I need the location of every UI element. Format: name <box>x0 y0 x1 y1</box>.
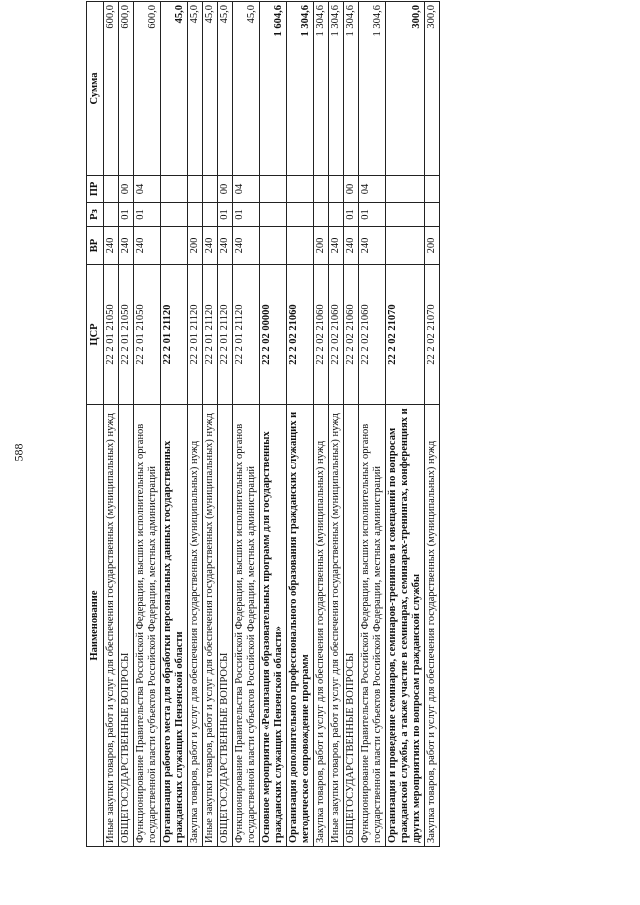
cell-vr: 240 <box>134 227 161 265</box>
table-row <box>188 2 203 847</box>
cell-name: ОБЩЕГОСУДАРСТВЕННЫЕ ВОПРОСЫ <box>218 405 233 847</box>
header-rz: Рз <box>87 203 104 227</box>
cell-rz <box>188 203 203 227</box>
cell-csr: 22 2 01 21120 <box>161 265 188 405</box>
table-header-row <box>87 2 104 847</box>
cell-rz <box>425 203 440 227</box>
cell-rz <box>161 203 188 227</box>
cell-sum: 1 304,6 <box>314 2 329 176</box>
cell-rz: 01 <box>344 203 359 227</box>
cell-pr: 04 <box>359 176 386 203</box>
cell-rz <box>314 203 329 227</box>
header-pr: ПР <box>87 176 104 203</box>
cell-sum: 300,0 <box>425 2 440 176</box>
cell-pr: 00 <box>218 176 233 203</box>
cell-sum: 600,0 <box>134 2 161 176</box>
cell-sum: 600,0 <box>119 2 134 176</box>
cell-name: Организация и проведение семинаров, семинаров-тренингов и совещаний по вопросам гражданской службы, а также участие в семинарах, семинарах-тренингах, конференциях и других мероприятиях по вопросам гражданской службы <box>386 405 425 847</box>
cell-csr: 22 2 02 21060 <box>287 265 314 405</box>
table-row <box>119 2 134 847</box>
table-row <box>260 2 287 847</box>
cell-sum: 1 304,6 <box>359 2 386 176</box>
cell-csr: 22 2 01 21050 <box>134 265 161 405</box>
cell-rz <box>386 203 425 227</box>
cell-csr: 22 2 02 00000 <box>260 265 287 405</box>
table-row <box>218 2 233 847</box>
table-row <box>359 2 386 847</box>
cell-csr: 22 2 02 21070 <box>425 265 440 405</box>
cell-name: Иные закупки товаров, работ и услуг для обеспечения государственных (муниципальных) нужд <box>104 405 119 847</box>
cell-vr <box>386 227 425 265</box>
cell-name: Функционирование Правительства Российской Федерации, высших исполнительных органов государственной власти субъектов Российской Федерации, местных администраций <box>134 405 161 847</box>
cell-name: Основное мероприятие «Реализация образовательных программ для государственных гражданских служащих Пензенской области» <box>260 405 287 847</box>
cell-vr: 240 <box>104 227 119 265</box>
table-row <box>314 2 329 847</box>
table-row <box>134 2 161 847</box>
cell-name: Закупка товаров, работ и услуг для обеспечения государственных (муниципальных) нужд <box>314 405 329 847</box>
cell-sum: 1 304,6 <box>287 2 314 176</box>
cell-pr <box>329 176 344 203</box>
cell-csr: 22 2 02 21060 <box>344 265 359 405</box>
cell-name: Закупка товаров, работ и услуг для обеспечения государственных (муниципальных) нужд <box>425 405 440 847</box>
page-number <box>7 0 31 905</box>
cell-vr: 240 <box>359 227 386 265</box>
cell-sum: 600,0 <box>104 2 119 176</box>
cell-rz: 01 <box>359 203 386 227</box>
cell-csr: 22 2 02 21060 <box>314 265 329 405</box>
cell-vr: 200 <box>188 227 203 265</box>
table-row <box>161 2 188 847</box>
cell-csr: 22 2 01 21050 <box>104 265 119 405</box>
table-row <box>287 2 314 847</box>
cell-rz: 01 <box>218 203 233 227</box>
cell-vr: 240 <box>344 227 359 265</box>
cell-vr: 240 <box>233 227 260 265</box>
cell-name: Организация дополнительного профессионального образования гражданских служащих и методическое сопровождение программ <box>287 405 314 847</box>
cell-rz <box>260 203 287 227</box>
cell-sum: 1 604,6 <box>260 2 287 176</box>
cell-sum: 45,0 <box>233 2 260 176</box>
cell-rz: 01 <box>233 203 260 227</box>
cell-csr: 22 2 01 21120 <box>233 265 260 405</box>
table-row <box>203 2 218 847</box>
cell-name: Иные закупки товаров, работ и услуг для обеспечения государственных (муниципальных) нужд <box>203 405 218 847</box>
table-row <box>104 2 119 847</box>
cell-vr: 240 <box>329 227 344 265</box>
cell-sum: 1 304,6 <box>344 2 359 176</box>
table-row <box>329 2 344 847</box>
table-body <box>104 2 440 847</box>
cell-pr <box>287 176 314 203</box>
cell-vr <box>287 227 314 265</box>
cell-pr <box>425 176 440 203</box>
cell-pr <box>203 176 218 203</box>
cell-pr <box>314 176 329 203</box>
cell-pr <box>260 176 287 203</box>
cell-pr <box>104 176 119 203</box>
cell-vr: 240 <box>218 227 233 265</box>
rotated-page-content <box>86 2 544 847</box>
cell-sum: 45,0 <box>218 2 233 176</box>
cell-name: Функционирование Правительства Российской Федерации, высших исполнительных органов государственной власти субъектов Российской Федерации, местных администраций <box>359 405 386 847</box>
cell-name: Закупка товаров, работ и услуг для обеспечения государственных (муниципальных) нужд <box>188 405 203 847</box>
cell-sum: 300,0 <box>386 2 425 176</box>
cell-sum: 45,0 <box>161 2 188 176</box>
cell-vr: 240 <box>203 227 218 265</box>
cell-csr: 22 2 02 21070 <box>386 265 425 405</box>
header-sum: Сумма <box>87 2 104 176</box>
header-name: Наименование <box>87 405 104 847</box>
cell-name: Иные закупки товаров, работ и услуг для обеспечения государственных (муниципальных) нужд <box>329 405 344 847</box>
table-row <box>425 2 440 847</box>
cell-name: Организация рабочего места для обработки персональных данных государственных гражданских служащих Пензенской области <box>161 405 188 847</box>
cell-name: Функционирование Правительства Российской Федерации, высших исполнительных органов государственной власти субъектов Российской Федерации, местных администраций <box>233 405 260 847</box>
cell-pr <box>188 176 203 203</box>
table-row <box>344 2 359 847</box>
cell-csr: 22 2 01 21120 <box>188 265 203 405</box>
budget-table <box>86 1 440 847</box>
cell-name: ОБЩЕГОСУДАРСТВЕННЫЕ ВОПРОСЫ <box>119 405 134 847</box>
cell-pr <box>161 176 188 203</box>
cell-vr: 200 <box>425 227 440 265</box>
cell-vr: 240 <box>119 227 134 265</box>
cell-rz: 01 <box>119 203 134 227</box>
table-row <box>233 2 260 847</box>
header-csr: ЦСР <box>87 265 104 405</box>
cell-pr: 00 <box>119 176 134 203</box>
cell-name: ОБЩЕГОСУДАРСТВЕННЫЕ ВОПРОСЫ <box>344 405 359 847</box>
cell-rz <box>203 203 218 227</box>
cell-vr: 200 <box>314 227 329 265</box>
cell-sum: 1 304,6 <box>329 2 344 176</box>
cell-csr: 22 2 02 21060 <box>329 265 344 405</box>
cell-rz <box>104 203 119 227</box>
cell-sum: 45,0 <box>203 2 218 176</box>
header-vr: ВР <box>87 227 104 265</box>
cell-csr: 22 2 01 21120 <box>203 265 218 405</box>
cell-sum: 45,0 <box>188 2 203 176</box>
cell-pr <box>386 176 425 203</box>
table-row <box>386 2 425 847</box>
cell-rz: 01 <box>134 203 161 227</box>
cell-pr: 04 <box>134 176 161 203</box>
cell-vr <box>161 227 188 265</box>
cell-pr: 00 <box>344 176 359 203</box>
cell-rz <box>287 203 314 227</box>
cell-vr <box>260 227 287 265</box>
cell-csr: 22 2 01 21050 <box>119 265 134 405</box>
cell-csr: 22 2 01 21120 <box>218 265 233 405</box>
cell-csr: 22 2 02 21060 <box>359 265 386 405</box>
page-number-text: 588 <box>11 443 26 462</box>
cell-rz <box>329 203 344 227</box>
cell-pr: 04 <box>233 176 260 203</box>
